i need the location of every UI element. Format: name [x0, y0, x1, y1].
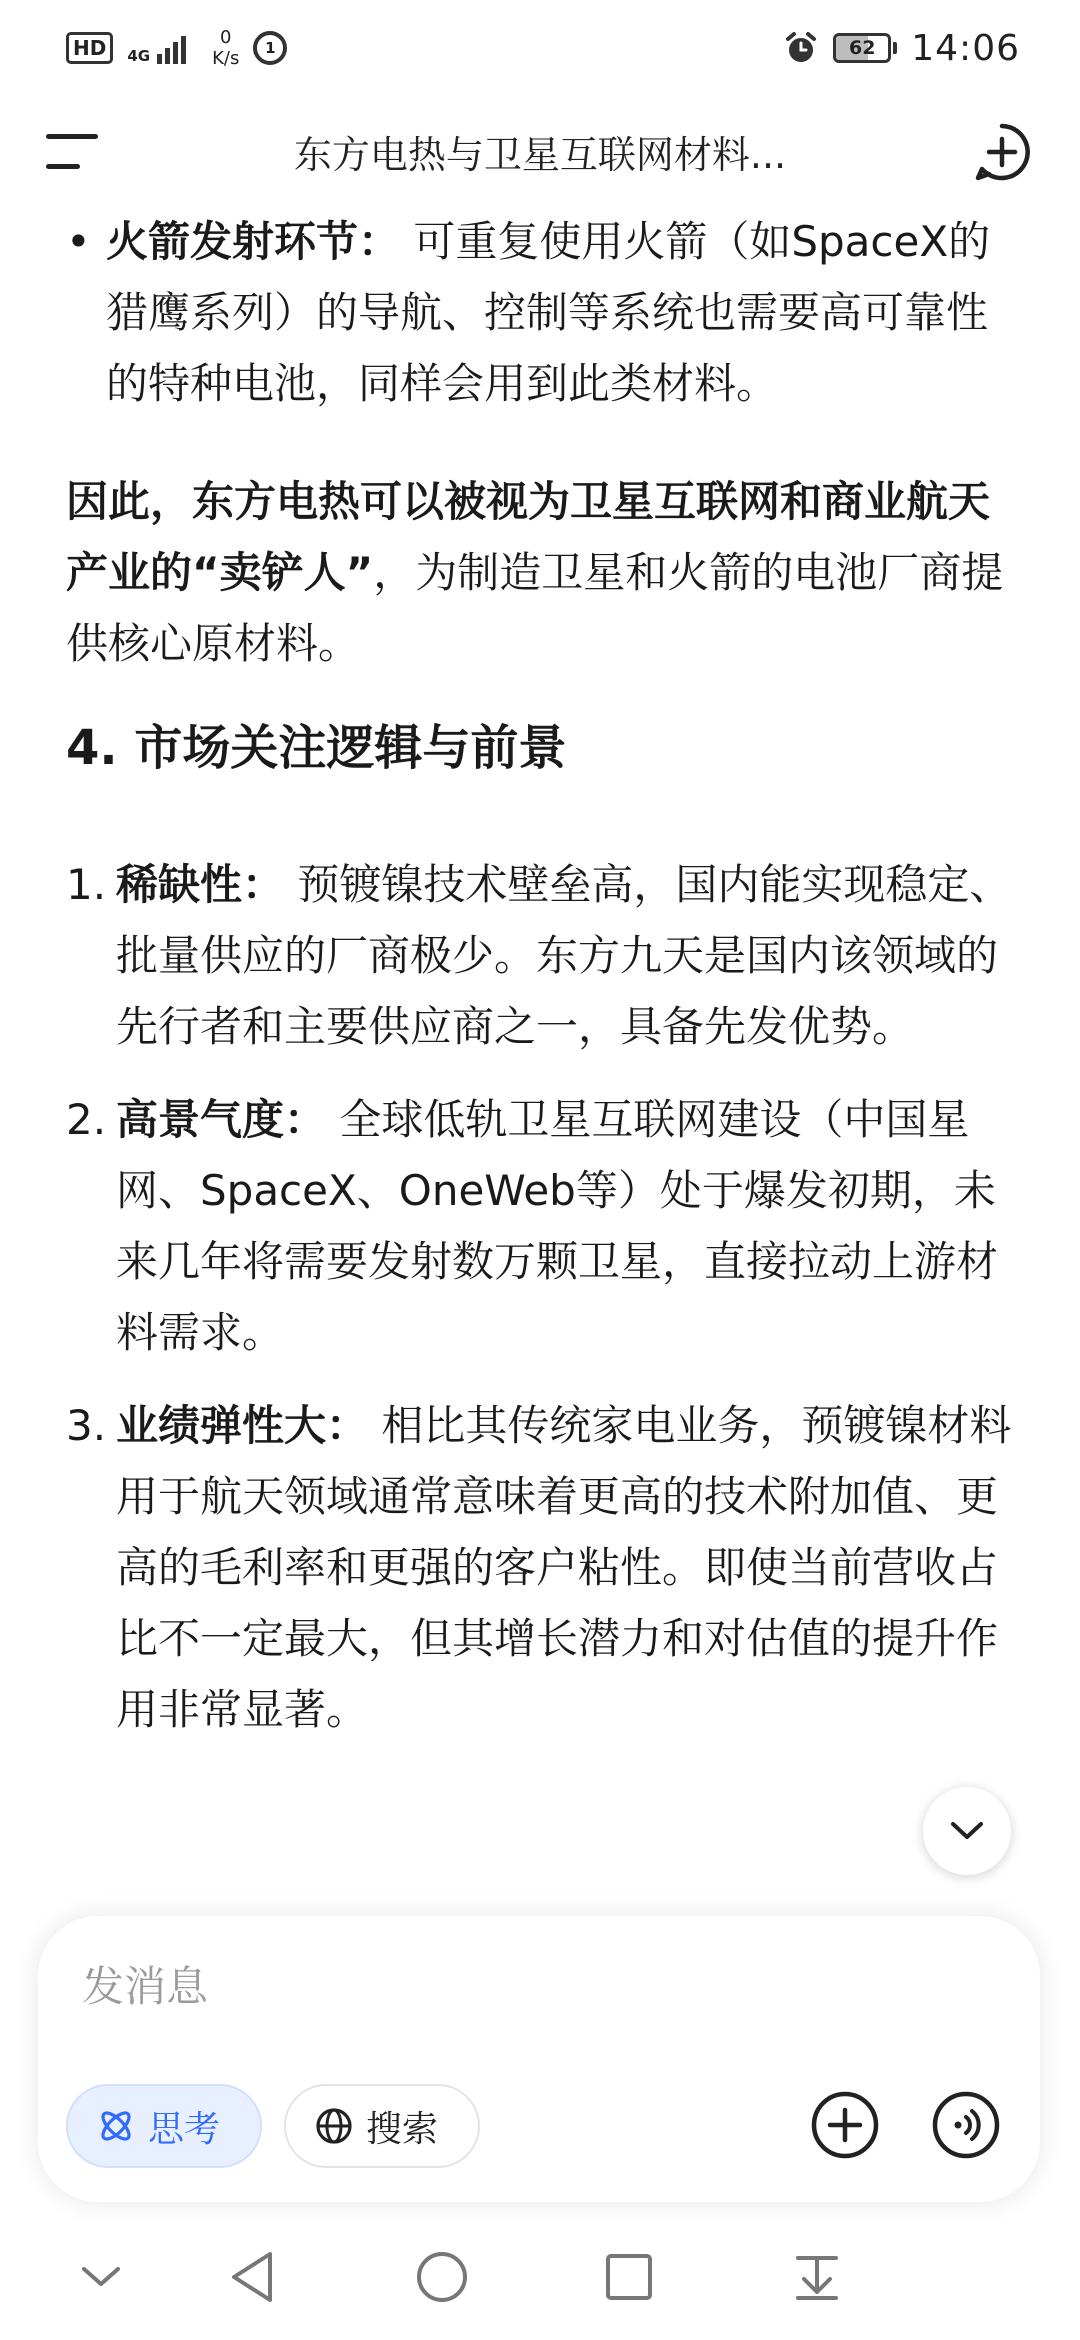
network-speed	[212, 27, 239, 69]
hd-badge: HD	[66, 32, 113, 64]
back-icon[interactable]	[220, 2242, 290, 2312]
list-item-text: 相比其传统家电业务，预镀镍材料用于航天领域通常意味着更高的技术附加值、更高的毛利率和更强的客户粘性。即使当前营收占比不一定最大，但其增长潜力和对估值的提升作用非常显著。	[116, 1401, 1012, 1734]
alarm-icon	[783, 30, 819, 66]
think-label: 思考	[148, 2108, 221, 2150]
think-toggle-button[interactable]	[66, 2084, 262, 2168]
bullet-item-rocket-launch	[66, 206, 1016, 419]
list-item	[66, 1390, 1016, 1745]
globe-icon	[314, 2106, 354, 2146]
system-navigation-bar	[0, 2220, 1080, 2340]
notification-status-label: 1	[265, 39, 276, 57]
chevron-down-icon	[949, 1820, 985, 1842]
message-input[interactable]: 发消息	[82, 1962, 209, 2011]
voice-input-icon[interactable]	[931, 2090, 1001, 2160]
bullet-text: 可重复使用火箭（如SpaceX的猎鹰系列）的导航、控制等系统也需要高可靠性的特种电池，同样会用到此类材料。	[106, 217, 991, 408]
conclusion-paragraph	[66, 466, 1016, 679]
network-type: 4G	[127, 47, 151, 65]
list-item-label: 高景气度：	[116, 1095, 327, 1144]
conversation-title[interactable]: 东方电热与卫星互联网材料...	[293, 132, 787, 177]
cellular-signal-icon	[127, 32, 186, 64]
status-bar-right	[783, 28, 1020, 69]
network-speed-value: 0	[219, 27, 232, 48]
battery-body	[833, 33, 891, 63]
list-item-number: 2.	[66, 1095, 107, 1144]
battery-level: 62	[849, 37, 876, 59]
list-item-text: 全球低轨卫星互联网建设（中国星网、SpaceX、OneWeb等）处于爆发初期，未来几年将需要发射数万颗卫星，直接拉动上游材料需求。	[116, 1095, 999, 1357]
search-label: 搜索	[366, 2108, 439, 2150]
message-content	[66, 206, 1016, 1767]
conclusion-text: ，为制造卫星和火箭的电池厂商提供核心原材料。	[66, 548, 1004, 668]
message-composer	[38, 1916, 1040, 2202]
chevron-down-icon[interactable]	[66, 2242, 136, 2312]
clock: 14:06	[911, 27, 1020, 69]
bullet-label: 火箭发射环节：	[106, 217, 401, 266]
list-item-label: 稀缺性：	[116, 860, 285, 909]
section-heading: 4. 市场关注逻辑与前景	[66, 720, 567, 776]
status-bar	[0, 0, 1080, 96]
atom-icon	[96, 2106, 136, 2146]
add-attachment-icon[interactable]	[810, 2090, 880, 2160]
new-chat-icon[interactable]	[972, 122, 1032, 182]
menu-icon[interactable]	[46, 130, 98, 172]
list-item-label: 业绩弹性大：	[116, 1401, 369, 1450]
search-toggle-button[interactable]	[284, 2084, 480, 2168]
notification-pulldown-icon[interactable]	[782, 2242, 852, 2312]
status-bar-left	[66, 27, 287, 69]
list-item	[66, 849, 1016, 1062]
list-item-number: 1.	[66, 860, 107, 909]
home-icon[interactable]	[407, 2242, 477, 2312]
recents-icon[interactable]	[594, 2242, 664, 2312]
scroll-to-bottom-button[interactable]	[923, 1787, 1011, 1875]
list-item-number: 3.	[66, 1401, 107, 1450]
conclusion-bold: 因此，东方电热可以被视为卫星互联网和商业航天产业的“卖铲人”	[66, 477, 991, 597]
list-item-text: 预镀镍技术壁垒高，国内能实现稳定、批量供应的厂商极少。东方九天是国内该领域的先行者和主要供应商之一，具备先发优势。	[116, 860, 1012, 1051]
list-item	[66, 1084, 1016, 1368]
notification-status-icon	[253, 31, 287, 65]
network-speed-unit: K/s	[212, 48, 240, 69]
chat-header	[0, 96, 1080, 206]
battery-icon	[833, 33, 897, 63]
